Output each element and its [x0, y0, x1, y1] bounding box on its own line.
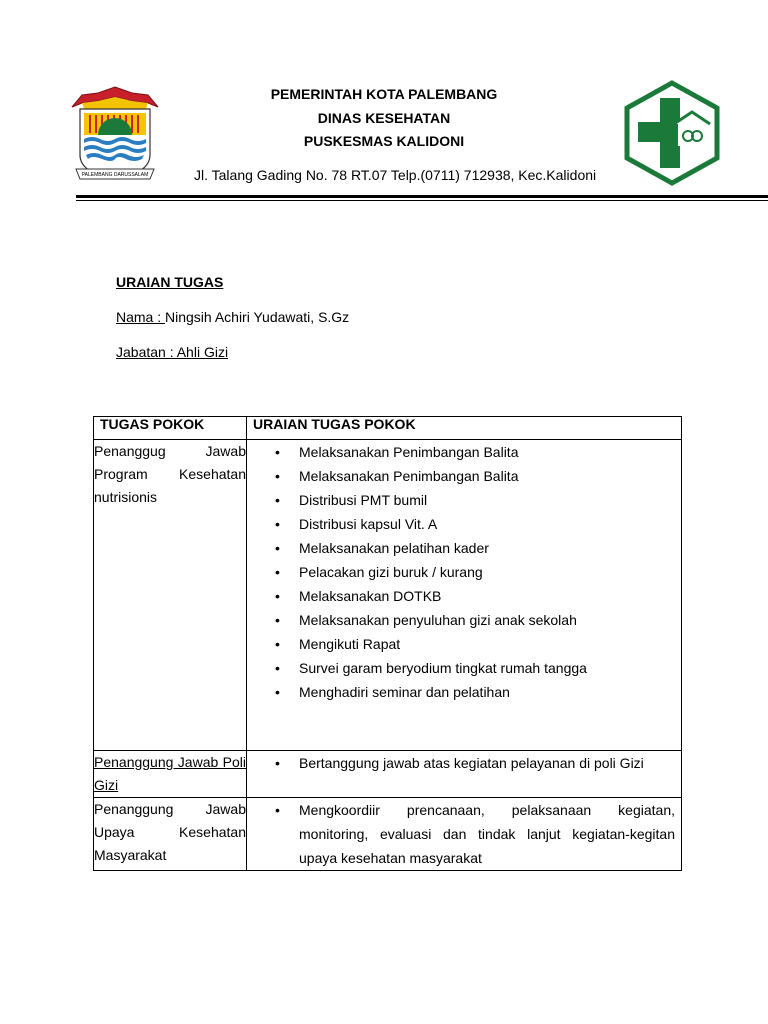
position-label: Jabatan : Ahli Gizi	[116, 344, 229, 360]
header-main-duty: TUGAS POKOK	[94, 417, 247, 440]
duty-cell: Penanggung Jawab Upaya Kesehatan Masyarakat	[94, 798, 247, 871]
header-divider-thick	[76, 195, 768, 198]
tasks-cell	[247, 798, 682, 871]
header-duty-description: URAIAN TUGAS POKOK	[247, 417, 682, 440]
list-item: • Melaksanakan Penimbangan Balita	[247, 440, 675, 464]
puskesmas-logo-icon	[622, 80, 722, 186]
list-item: • Distribusi PMT bumil	[247, 488, 675, 512]
list-item: • Mengkoordiir prencanaan, pelaksanaan kegiatan, monitoring, evaluasi dan tindak lanjut kegiatan-kegitan upaya kesehatan masyarakat	[247, 798, 675, 870]
list-item: • Distribusi kapsul Vit. A	[247, 512, 675, 536]
list-item: • Melaksanakan pelatihan kader	[247, 536, 675, 560]
list-item: • Pelacakan gizi buruk / kurang	[247, 560, 675, 584]
list-item: • Survei garam beryodium tingkat rumah tangga	[247, 656, 675, 680]
list-item: • Menghadiri seminar dan pelatihan	[247, 680, 675, 704]
duties-table	[93, 416, 682, 871]
document-title: URAIAN TUGAS	[116, 274, 224, 290]
list-item: • Melaksanakan Penimbangan Balita	[247, 464, 675, 488]
government-name: PEMERINTAH KOTA PALEMBANG	[270, 86, 498, 102]
table-row	[94, 751, 682, 798]
tasks-cell	[247, 751, 682, 798]
employee-name: Ningsih Achiri Yudawati, S.Gz	[165, 309, 350, 325]
list-item: • Melaksanakan DOTKB	[247, 584, 675, 608]
duty-cell: Penanggung Jawab Poli Gizi	[94, 751, 247, 798]
emblem-ribbon-text: PALEMBANG DARUSSALAM	[81, 172, 149, 178]
department-name: DINAS KESEHATAN	[317, 110, 451, 126]
table-row	[94, 440, 682, 751]
employee-name-line	[116, 309, 349, 325]
task-list	[247, 440, 681, 704]
health-center-name: PUSKESMAS KALIDONI	[303, 133, 465, 149]
task-list	[247, 798, 681, 870]
list-item: • Bertanggung jawab atas kegiatan pelayanan di poli Gizi	[247, 751, 675, 775]
table-header-row	[94, 417, 682, 440]
tasks-cell	[247, 440, 682, 751]
list-item: • Melaksanakan penyuluhan gizi anak sekolah	[247, 608, 675, 632]
table-row	[94, 798, 682, 871]
duty-cell: Penanggug Jawab Program Kesehatan nutrisionis	[94, 440, 247, 751]
task-list	[247, 751, 681, 775]
position-line	[116, 344, 228, 360]
header-divider-thin	[76, 200, 768, 201]
list-item: • Mengikuti Rapat	[247, 632, 675, 656]
address-line: Jl. Talang Gading No. 78 RT.07 Telp.(0711) 712938, Kec.Kalidoni	[194, 167, 597, 183]
name-label: Nama :	[116, 309, 166, 325]
